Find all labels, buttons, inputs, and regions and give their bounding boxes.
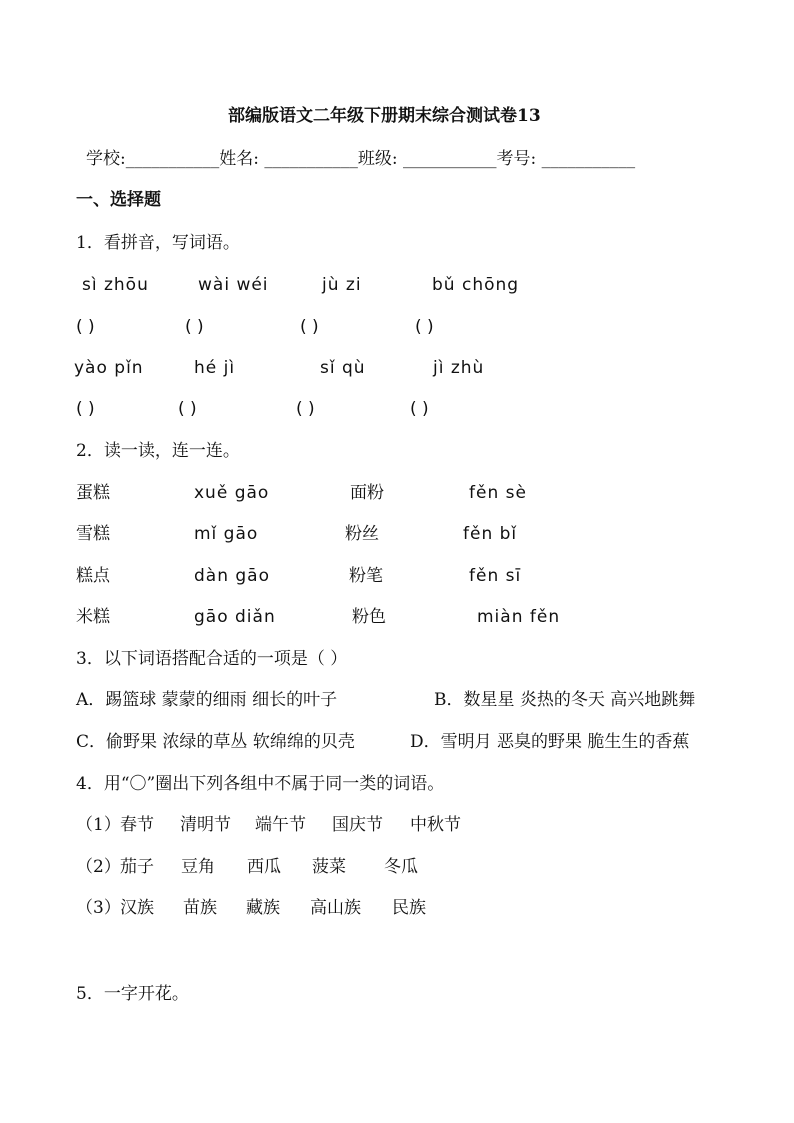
pinyin-item: hé jì [194,358,236,378]
circle-word[interactable]: 冬瓜 [384,857,418,877]
answer-blank[interactable]: ( ) [76,317,95,337]
match-word[interactable]: 粉色 [352,607,386,627]
match-word[interactable]: 米糕 [76,607,110,627]
circle-word[interactable]: 茄子 [120,857,154,877]
circle-word[interactable]: 高山族 [310,898,361,918]
circle-word[interactable]: 苗族 [183,898,217,918]
pinyin-item: sǐ qù [320,358,366,378]
answer-blank[interactable]: ( ) [185,317,204,337]
answer-blank[interactable]: ( ) [410,399,429,419]
group-label: （2） [76,857,121,877]
question-2-stem: 2．读一读，连一连。 [76,441,240,461]
match-pinyin[interactable]: xuě gāo [194,483,270,503]
pinyin-item: jù zi [322,275,362,295]
circle-word[interactable]: 端午节 [255,815,306,835]
page-title: 部编版语文二年级下册期末综合测试卷13 [228,106,541,126]
circle-word[interactable]: 西瓜 [247,857,281,877]
match-pinyin[interactable]: fěn sī [469,566,522,586]
group-label: （1） [76,815,121,835]
question-3-stem: 3．以下词语搭配合适的一项是（ ） [76,649,348,669]
pinyin-item: wài wéi [198,275,269,295]
match-word[interactable]: 粉丝 [345,524,379,544]
answer-blank[interactable]: ( ) [76,399,95,419]
circle-word[interactable]: 汉族 [120,898,154,918]
match-word[interactable]: 面粉 [350,483,384,503]
match-pinyin[interactable]: mǐ gāo [194,524,259,544]
match-word[interactable]: 雪糕 [76,524,110,544]
answer-blank[interactable]: ( ) [178,399,197,419]
group-label: （3） [76,898,121,918]
pinyin-item: jì zhù [433,358,485,378]
match-pinyin[interactable]: gāo diǎn [194,607,276,627]
question-1-stem: 1．看拼音，写词语。 [76,233,240,253]
match-pinyin[interactable]: miàn fěn [477,607,561,627]
student-info-line: 学校:___________姓名: ___________班级: ___________考号: ___________ [86,149,636,169]
match-word[interactable]: 糕点 [76,566,110,586]
match-pinyin[interactable]: fěn bǐ [463,524,518,544]
circle-word[interactable]: 豆角 [181,857,215,877]
circle-word[interactable]: 菠菜 [312,857,346,877]
option-a[interactable]: A．踢篮球 蒙蒙的细雨 细长的叶子 [76,690,338,710]
circle-word[interactable]: 春节 [120,815,154,835]
match-pinyin[interactable]: dàn gāo [194,566,270,586]
match-word[interactable]: 蛋糕 [76,483,110,503]
answer-blank[interactable]: ( ) [296,399,315,419]
circle-word[interactable]: 清明节 [180,815,231,835]
match-word[interactable]: 粉笔 [349,566,383,586]
pinyin-item: yào pǐn [74,358,144,378]
question-5-stem: 5．一字开花。 [76,984,189,1004]
question-4-stem: 4．用“〇”圈出下列各组中不属于同一类的词语。 [76,774,445,794]
answer-blank[interactable]: ( ) [300,317,319,337]
option-d[interactable]: D．雪明月 恶臭的野果 脆生生的香蕉 [410,732,690,752]
circle-word[interactable]: 中秋节 [410,815,461,835]
pinyin-item: bǔ chōng [432,275,520,295]
circle-word[interactable]: 藏族 [246,898,280,918]
pinyin-item: sì zhōu [82,275,149,295]
circle-word[interactable]: 民族 [392,898,426,918]
circle-word[interactable]: 国庆节 [332,815,383,835]
match-pinyin[interactable]: fěn sè [469,483,527,503]
option-c[interactable]: C．偷野果 浓绿的草丛 软绵绵的贝壳 [76,732,355,752]
section-heading: 一、选择题 [76,190,161,210]
option-b[interactable]: B．数星星 炎热的冬天 高兴地跳舞 [434,690,696,710]
answer-blank[interactable]: ( ) [415,317,434,337]
